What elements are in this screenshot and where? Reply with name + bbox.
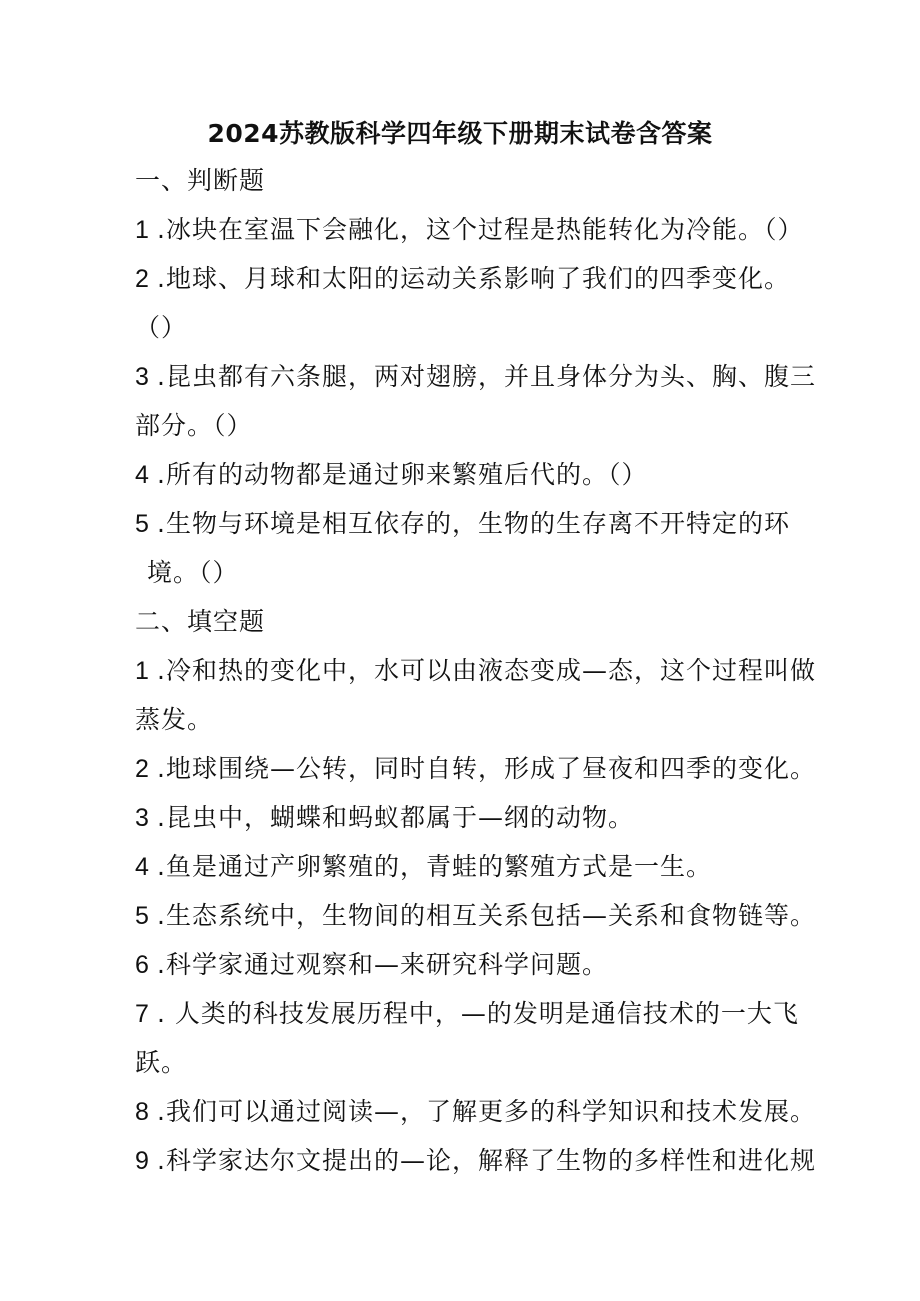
question-continuation: （） bbox=[135, 313, 188, 342]
question-continuation: 跃。 bbox=[135, 1048, 188, 1077]
question-text: .地球围绕—公转，同时自转，形成了昼夜和四季的变化。 bbox=[157, 754, 816, 783]
question-text: .生态系统中，生物间的相互关系包括—关系和食物链等。 bbox=[157, 901, 816, 930]
question-number: 1 bbox=[135, 657, 150, 685]
question-number: 4 bbox=[135, 461, 150, 489]
question-number: 9 bbox=[135, 1147, 150, 1175]
question-number: 3 bbox=[135, 363, 150, 391]
question-item bbox=[135, 655, 816, 687]
question-number: 5 bbox=[135, 902, 150, 930]
question-text: .昆虫都有六条腿，两对翅膀，并且身体分为头、胸、腹三 bbox=[157, 362, 816, 391]
question-item bbox=[135, 900, 816, 932]
page-title: 2024苏教版科学四年级下册期末试卷含答案 bbox=[207, 119, 713, 148]
question-text: .昆虫中，蝴蝶和蚂蚁都属于—纲的动物。 bbox=[157, 803, 634, 832]
question-number: 2 bbox=[135, 265, 150, 293]
question-text: .生物与环境是相互依存的，生物的生存离不开特定的环 bbox=[157, 509, 790, 538]
question-text: . 人类的科技发展历程中，—的发明是通信技术的一大飞 bbox=[157, 999, 799, 1028]
question-number: 5 bbox=[135, 510, 150, 538]
question-continuation: 蒸发。 bbox=[135, 705, 214, 734]
question-item bbox=[135, 802, 634, 834]
question-text: .科学家通过观察和—来研究科学问题。 bbox=[157, 950, 608, 979]
question-item bbox=[135, 1145, 816, 1177]
question-item bbox=[135, 949, 608, 981]
question-item bbox=[135, 1096, 816, 1128]
question-number: 1 bbox=[135, 216, 150, 244]
question-number: 3 bbox=[135, 804, 150, 832]
question-text: .我们可以通过阅读—，了解更多的科学知识和技术发展。 bbox=[157, 1097, 816, 1126]
question-item bbox=[135, 214, 803, 246]
question-text: .地球、月球和太阳的运动关系影响了我们的四季变化。 bbox=[157, 264, 790, 293]
question-text: .冷和热的变化中，水可以由液态变成—态，这个过程叫做 bbox=[157, 656, 816, 685]
question-number: 6 bbox=[135, 951, 150, 979]
question-item bbox=[135, 263, 790, 295]
question-item bbox=[135, 998, 799, 1030]
question-number: 8 bbox=[135, 1098, 150, 1126]
section-heading-judgment: 一、判断题 bbox=[135, 166, 266, 195]
question-item bbox=[135, 361, 816, 393]
question-number: 2 bbox=[135, 755, 150, 783]
question-number: 7 bbox=[135, 1000, 150, 1028]
question-text: .鱼是通过产卵繁殖的，青蛙的繁殖方式是一生。 bbox=[157, 852, 712, 881]
question-item bbox=[135, 508, 790, 540]
question-number: 4 bbox=[135, 853, 150, 881]
question-item bbox=[135, 851, 712, 883]
question-continuation: 部分。（） bbox=[135, 411, 253, 440]
question-text: .所有的动物都是通过卵来繁殖后代的。（） bbox=[157, 460, 648, 489]
section-heading-fill-in: 二、填空题 bbox=[135, 607, 266, 636]
question-text: .科学家达尔文提出的—论，解释了生物的多样性和进化规 bbox=[157, 1146, 816, 1175]
question-continuation: 境。（） bbox=[147, 558, 239, 587]
question-item bbox=[135, 753, 816, 785]
question-text: .冰块在室温下会融化，这个过程是热能转化为冷能。（） bbox=[157, 215, 804, 244]
question-item bbox=[135, 459, 647, 491]
